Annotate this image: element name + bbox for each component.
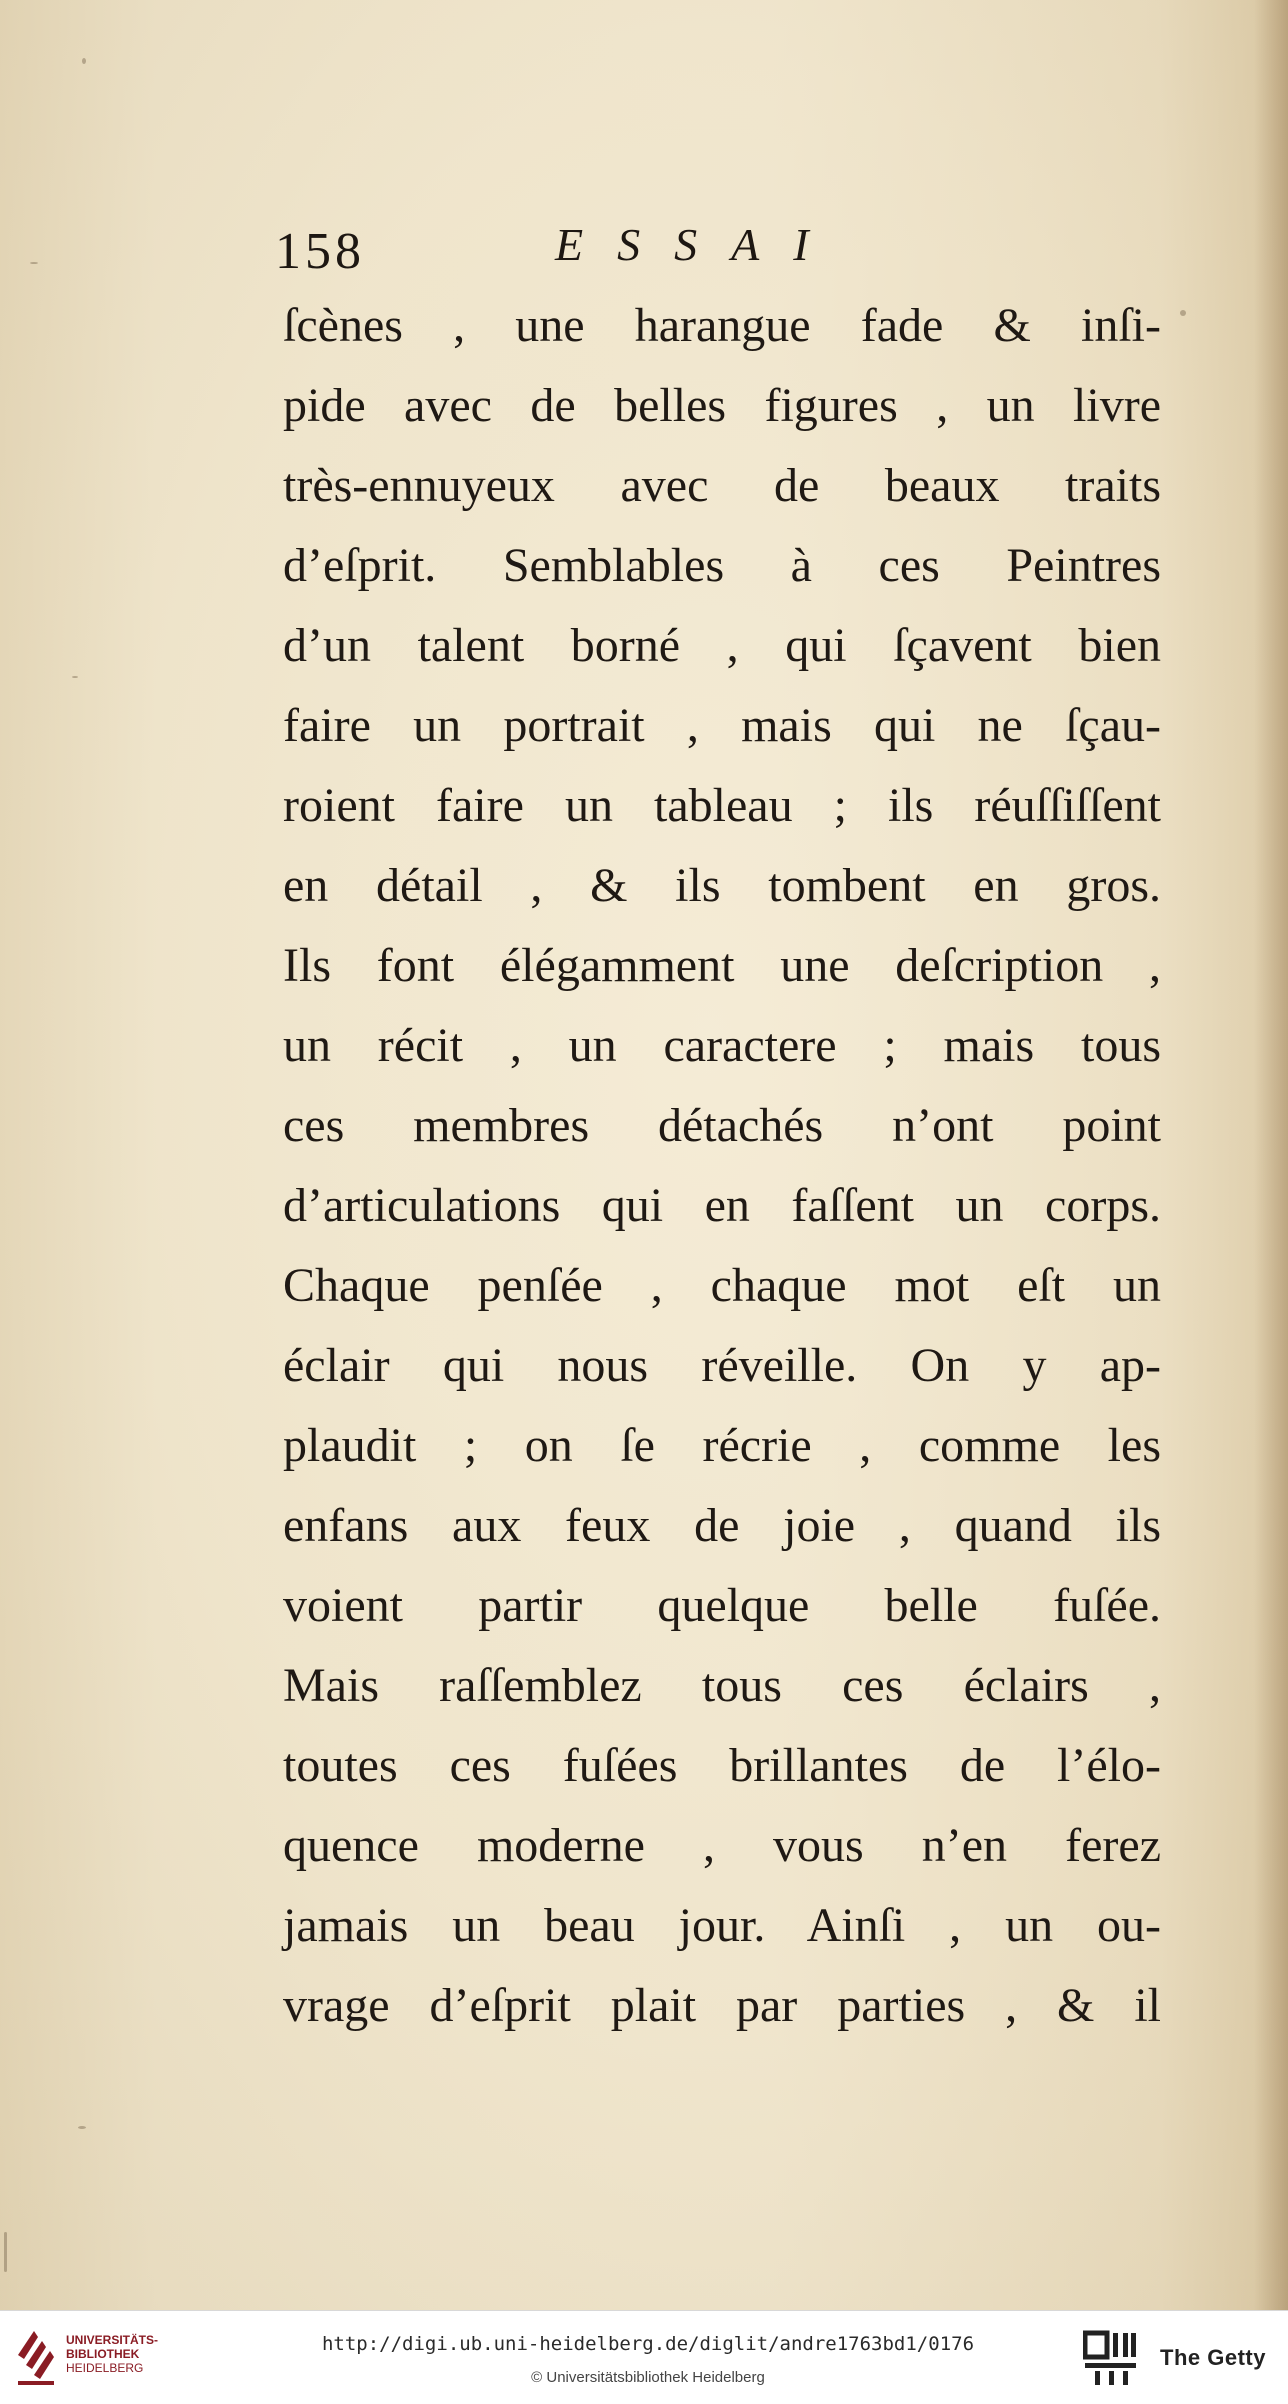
- text-line: enfans aux feux de joie , quand ils: [283, 1499, 1161, 1552]
- library-name-line: BIBLIOTHEK: [66, 2347, 140, 2361]
- text-line: Ils font élégamment une deſcription ,: [283, 939, 1161, 992]
- text-line: ces membres détachés n’ont point: [283, 1099, 1161, 1152]
- text-line: d’un talent borné , qui ſçavent bien: [283, 619, 1161, 672]
- text-line: faire un portrait , mais qui ne ſçau-: [283, 699, 1161, 752]
- text-line: vrage d’eſprit plait par parties , & il: [283, 1979, 1161, 2032]
- text-line: quence moderne , vous n’en ferez: [283, 1819, 1161, 1872]
- getty-logo-icon: [1083, 2329, 1141, 2389]
- text-line: voient partir quelque belle fuſée.: [283, 1579, 1161, 1632]
- text-line: un récit , un caractere ; mais tous: [283, 1019, 1161, 1072]
- permalink-url[interactable]: http://digi.ub.uni-heidelberg.de/diglit/andre1763bd1/0176: [321, 2333, 975, 2355]
- page-number: 158: [275, 223, 365, 280]
- page-gutter-shadow: [1254, 0, 1288, 2310]
- text-line: d’articulations qui en faſſent un corps.: [283, 1179, 1161, 1232]
- text-line: ſcènes , une harangue fade & inſi-: [283, 299, 1161, 352]
- text-line: Mais raſſemblez tous ces éclairs ,: [283, 1659, 1161, 1712]
- text-line: toutes ces fuſées brillantes de l’élo-: [283, 1739, 1161, 1792]
- running-head: ESSAI: [555, 219, 843, 270]
- text-line: en détail , & ils tombent en gros.: [283, 859, 1161, 912]
- text-line: roient faire un tableau ; ils réuſſiſſent: [283, 779, 1161, 832]
- text-line: plaudit ; on ſe récrie , comme les: [283, 1419, 1161, 1472]
- paper-speck: [4, 2232, 7, 2272]
- library-name-line: UNIVERSITÄTS-: [66, 2333, 159, 2347]
- paper-speck: [78, 2126, 86, 2129]
- page-header: [275, 219, 1175, 292]
- university-library-logo-icon: [14, 2325, 58, 2391]
- paper-speck: [1180, 310, 1186, 316]
- text-line: Chaque penſée , chaque mot eſt un: [283, 1259, 1161, 1312]
- library-name-line: HEIDELBERG: [66, 2361, 144, 2375]
- text-line: éclair qui nous réveille. On y ap-: [283, 1339, 1161, 1392]
- text-line: jamais un beau jour. Ainſi , un ou-: [283, 1899, 1161, 1952]
- getty-name: The Getty: [1160, 2345, 1266, 2370]
- university-library-name: [66, 2333, 158, 2375]
- footer-bar: [0, 2310, 1288, 2404]
- text-line: pide avec de belles figures , un livre: [283, 379, 1161, 432]
- paper-speck: [72, 676, 78, 678]
- copyright-notice: © Universitätsbibliothek Heidelberg: [531, 2369, 765, 2386]
- paper-speck: [30, 262, 38, 264]
- text-line: d’eſprit. Semblables à ces Peintres: [283, 539, 1161, 592]
- paper-speck: [82, 58, 86, 64]
- body-text: [283, 286, 1161, 2046]
- text-line: très-ennuyeux avec de beaux traits: [283, 459, 1161, 512]
